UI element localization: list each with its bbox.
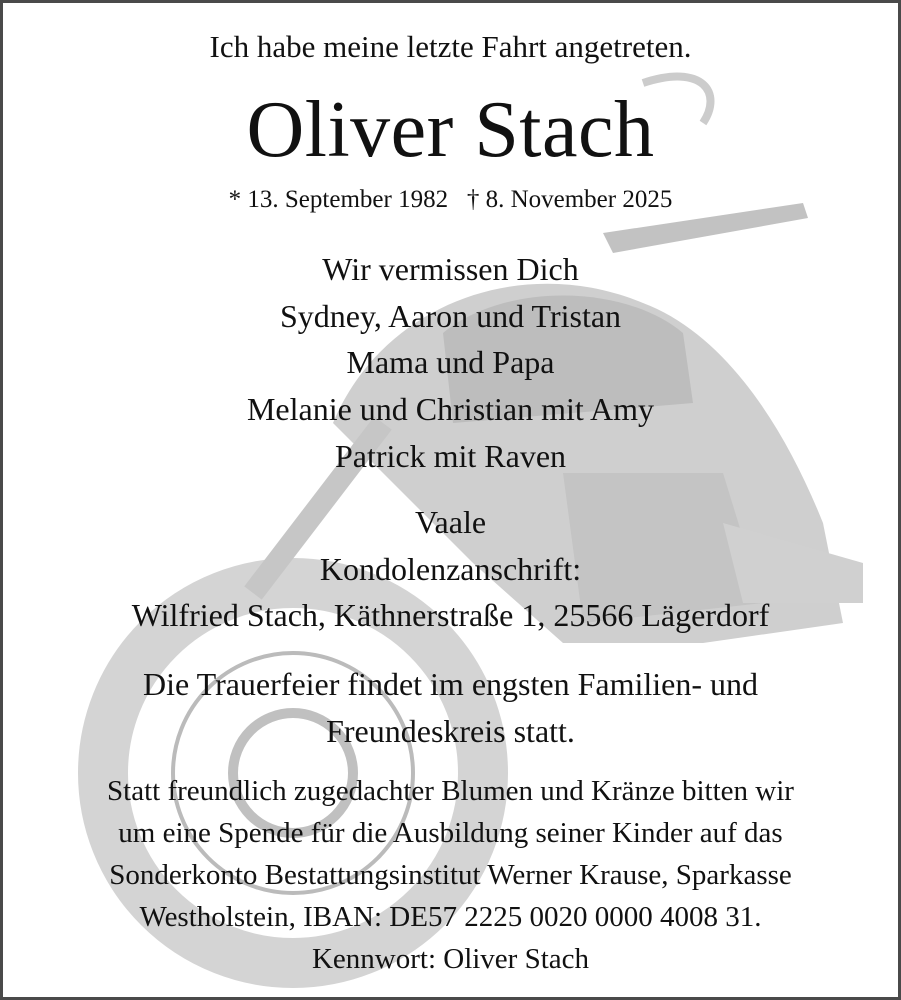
donation-line: Sonderkonto Bestattungsinstitut Werner Krause, Sparkasse: [109, 859, 792, 891]
keyword: Kennwort: Oliver Stach: [311, 943, 590, 975]
ceremony-line: Freundeskreis statt.: [326, 713, 575, 749]
deceased-name: Oliver Stach: [246, 86, 655, 174]
ceremony-line: Die Trauerfeier findet im engsten Familien- und: [143, 666, 758, 702]
condolence-address: Wilfried Stach, Käthnerstraße 1, 25566 Lägerdorf: [131, 597, 770, 633]
mourner-line: Patrick mit Raven: [334, 438, 567, 474]
donation-line: Westholstein, IBAN: DE57 2225 0020 0000 4008 31.: [139, 901, 762, 933]
condolence-label: Kondolenzanschrift:: [319, 551, 582, 587]
mourner-line: Mama und Papa: [346, 344, 555, 380]
donation-line: Statt freundlich zugedachter Blumen und Kränze bitten wir: [107, 775, 794, 807]
mourner-line: Melanie und Christian mit Amy: [246, 391, 655, 427]
life-dates: * 13. September 1982 † 8. November 2025: [228, 186, 673, 213]
mourner-line: Sydney, Aaron und Tristan: [279, 298, 622, 334]
place: Vaale: [414, 504, 487, 540]
donation-line: um eine Spende für die Ausbildung seiner Kinder auf das: [118, 817, 783, 849]
intro-text: Ich habe meine letzte Fahrt angetreten.: [209, 29, 692, 64]
mourner-line: Wir vermissen Dich: [322, 251, 579, 287]
